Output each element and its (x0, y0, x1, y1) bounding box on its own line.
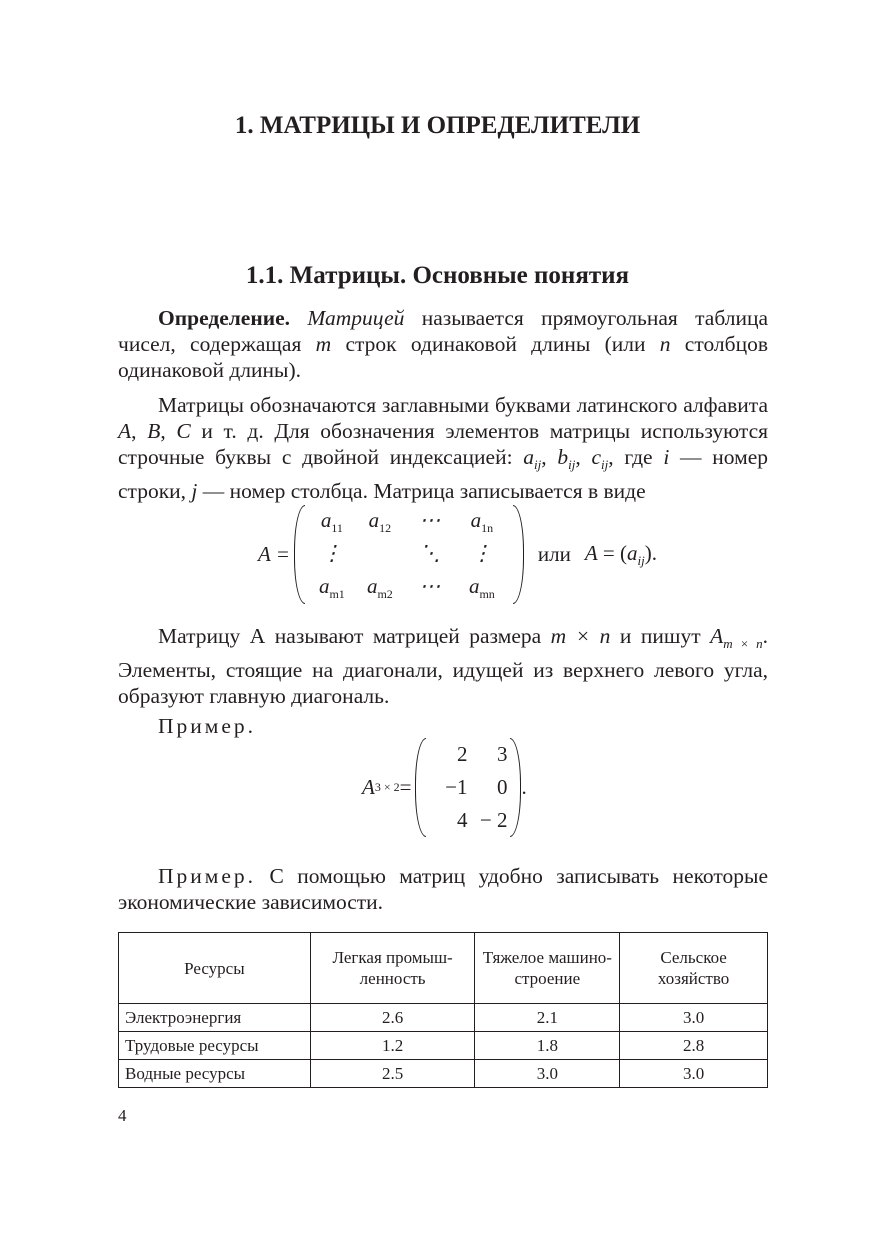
matrix-cell (471, 541, 492, 569)
row-label: Электроэнергия (119, 1004, 311, 1032)
cell-symbol: a (368, 507, 380, 532)
table-header-row (119, 933, 768, 1004)
cell-symbol: ⋯ (419, 507, 441, 532)
subscript: 3 × 2 (374, 780, 400, 794)
text: , где (608, 445, 664, 469)
text: , (541, 445, 558, 469)
var: c (591, 445, 602, 469)
matrix-cell: 3 (496, 742, 508, 766)
var: j (191, 479, 198, 503)
cell-symbol: ⋮ (321, 540, 343, 565)
cell-subscript: mn (479, 586, 495, 601)
header-cell: Сельское хозяйство (620, 933, 768, 1004)
cell-subscript: 1n (481, 520, 494, 535)
text: , (575, 445, 592, 469)
cell: 3.0 (620, 1004, 768, 1032)
matrix-cell (321, 508, 343, 536)
var: m × n (550, 624, 611, 648)
cell: 1.8 (475, 1032, 620, 1060)
general-matrix-formula (258, 505, 657, 604)
matrix-cell (369, 508, 392, 536)
subscript: ij (637, 552, 645, 568)
text: , (160, 419, 177, 443)
var: m (315, 332, 332, 356)
matrix-cell (419, 574, 440, 602)
cell: 3.0 (475, 1060, 620, 1088)
cell-symbol: a (468, 573, 480, 598)
cell: 2.6 (310, 1004, 475, 1032)
var: a (627, 540, 638, 565)
matrix-cell (471, 508, 494, 536)
text: и т. д. Для обозначения элементов матрицы используются строчные буквы с двойной индексацией: (118, 419, 768, 469)
matrix-cell (321, 541, 342, 569)
text: называется прямоугольная таблица чисел, содержащая (118, 306, 769, 356)
cell-subscript: m1 (329, 586, 345, 601)
cell-symbol: ⋮ (471, 540, 493, 565)
header-cell: Легкая промыш-ленность (310, 933, 475, 1004)
cell: 2.1 (475, 1004, 620, 1032)
matrix-cell (419, 541, 440, 569)
matrix-cell: − 2 (479, 808, 508, 832)
var: a (523, 445, 535, 469)
var: i (663, 445, 670, 469)
matrix-cell: −1 (445, 775, 468, 799)
text: и пишут (610, 624, 711, 648)
resources-table (118, 932, 768, 1088)
example-matrix-formula (362, 738, 527, 837)
chapter-title: 1. МАТРИЦЫ И ОПРЕДЕЛИТЕЛИ (234, 112, 641, 139)
subscript: m × n (723, 636, 763, 651)
matrix-cell (469, 574, 495, 602)
text: С помощью матриц удобно записывать некоторые экономические зависимости. (118, 864, 768, 914)
text: столбцов одинаковой длины). (118, 332, 768, 382)
matrix-example-body (415, 738, 521, 837)
text: — номер столбца. Матрица записывается в виде (197, 479, 646, 503)
subscript: ij (534, 457, 542, 472)
text: . (521, 775, 527, 799)
cell-subscript: m2 (377, 586, 393, 601)
row-label: Водные ресурсы (119, 1060, 311, 1088)
row-label: Трудовые ресурсы (119, 1032, 311, 1060)
matrix-lhs: A = (258, 542, 290, 566)
var: A (710, 624, 724, 648)
header-cell: Ресурсы (119, 933, 311, 1004)
text: Матрицу А называют матрицей размера (158, 624, 551, 648)
text: Матрицы обозначаются заглавными буквами латинского алфавита (158, 393, 768, 417)
var: n (659, 332, 671, 356)
var: A (118, 419, 132, 443)
text: = (399, 775, 412, 799)
notation-paragraph (118, 392, 768, 504)
cell-symbol: ⋱ (419, 540, 441, 565)
example-label: Пример. (158, 864, 257, 888)
cell-subscript: 12 (379, 520, 392, 535)
var: A (362, 775, 375, 799)
page-number: 4 (118, 1106, 127, 1125)
text: = ( (597, 540, 628, 565)
text: , (131, 419, 148, 443)
economic-example-paragraph (118, 863, 768, 915)
matrix-cell: 0 (496, 775, 508, 799)
term: Матрицей (307, 306, 405, 330)
size-paragraph (118, 623, 768, 709)
text: . Элементы, стоящие на диагонали, идущей из верхнего левого угла, образуют главную диагональ. (118, 624, 768, 708)
cell: 2.8 (620, 1032, 768, 1060)
var: B (147, 419, 161, 443)
table-row (119, 1060, 768, 1088)
cell-symbol: a (318, 573, 330, 598)
cell-subscript: 11 (331, 520, 343, 535)
definition-paragraph (118, 305, 768, 383)
header-cell: Тяжелое машино-строение (475, 933, 620, 1004)
example-label: Пример. (158, 714, 257, 738)
matrix-cell: 2 (456, 742, 468, 766)
cell-symbol: a (366, 573, 378, 598)
matrix-general-body (294, 505, 524, 604)
table-row (119, 1004, 768, 1032)
matrix-cell (367, 574, 393, 602)
or-word: или (537, 542, 571, 566)
var: A (584, 540, 598, 565)
definition-label: Определение. (158, 306, 291, 330)
cell: 2.5 (310, 1060, 475, 1088)
cell-symbol: ⋯ (419, 573, 441, 598)
subscript: ij (568, 457, 576, 472)
table-row (119, 1032, 768, 1060)
text: строк одинаковой длины (или (331, 332, 660, 356)
matrix-cell: 4 (456, 808, 468, 832)
cell-symbol: a (470, 507, 482, 532)
text: ). (644, 540, 657, 565)
var: C (176, 419, 191, 443)
matrix-cell (319, 574, 345, 602)
var: b (557, 445, 569, 469)
section-title: 1.1. Матрицы. Основные понятия (245, 262, 630, 289)
cell: 3.0 (620, 1060, 768, 1088)
subscript: ij (601, 457, 609, 472)
text: — номер строки, (118, 445, 769, 503)
cell: 1.2 (310, 1032, 475, 1060)
cell-symbol: a (320, 507, 332, 532)
matrix-cell (419, 508, 440, 536)
